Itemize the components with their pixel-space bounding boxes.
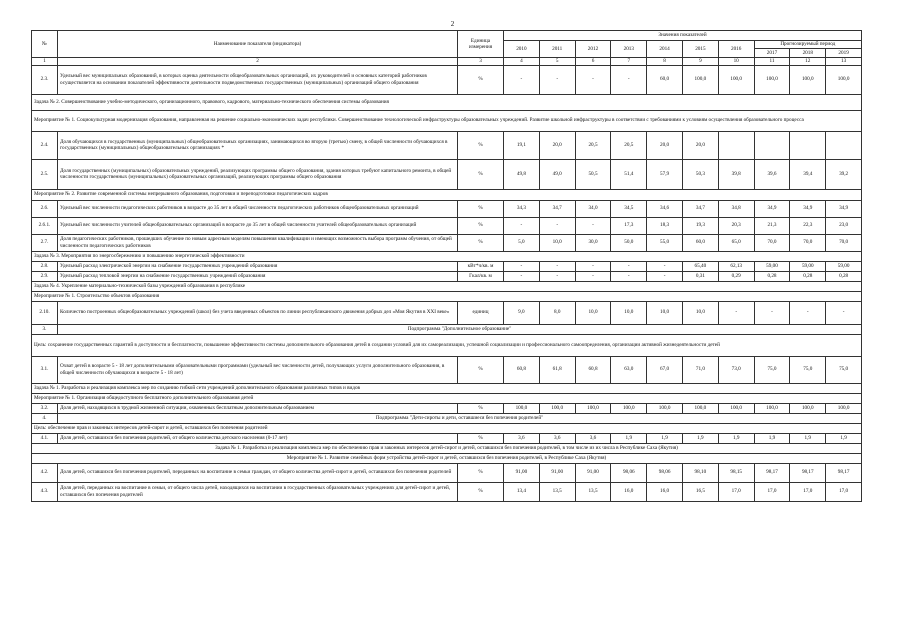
indicator-row bbox=[32, 261, 862, 271]
row-number: 3.1. bbox=[32, 356, 58, 383]
value-cell: - bbox=[647, 261, 683, 271]
value-cell: 19,1 bbox=[504, 131, 540, 159]
value-cell: 75,0 bbox=[754, 356, 790, 383]
row-number: 4.2. bbox=[32, 463, 58, 482]
value-cell: - bbox=[575, 65, 611, 94]
value-cell: 1,9 bbox=[826, 433, 862, 443]
value-cell: - bbox=[504, 65, 540, 94]
value-cell: 0,28 bbox=[790, 271, 826, 281]
value-cell: 10,0 bbox=[539, 234, 575, 251]
value-cell: 98,06 bbox=[647, 463, 683, 482]
value-cell: - bbox=[611, 271, 647, 281]
subprogram-title: Подпрограмма "Дети-сироты и дети, оставшиеся без попечения родителей" bbox=[58, 413, 862, 423]
value-cell: 1,9 bbox=[790, 433, 826, 443]
value-cell: 57,9 bbox=[647, 159, 683, 189]
value-cell: 17,3 bbox=[611, 217, 647, 234]
value-cell: 34,9 bbox=[826, 200, 862, 217]
column-number: 10 bbox=[718, 58, 754, 66]
indicator-row bbox=[32, 65, 862, 94]
value-cell: - bbox=[539, 271, 575, 281]
column-number: 1 bbox=[32, 58, 58, 66]
value-cell: 65,40 bbox=[682, 261, 718, 271]
task-row bbox=[32, 453, 862, 463]
indicator-name: Охват детей в возрасте 5 - 18 лет дополнительными образовательными программами (удельный вес численности детей, получающих услуги дополнительного образования, в общей численности обучающихся в возрасте 5 - 18 лет) bbox=[58, 356, 458, 383]
indicator-row bbox=[32, 403, 862, 413]
value-cell: 17,0 bbox=[826, 482, 862, 501]
value-cell: - bbox=[790, 301, 826, 324]
header-forecast-year: 2018 bbox=[790, 49, 826, 58]
task-row bbox=[32, 94, 862, 110]
unit-cell: % bbox=[458, 131, 504, 159]
value-cell: 100,0 bbox=[504, 403, 540, 413]
unit-cell: % bbox=[458, 463, 504, 482]
header-year: 2015 bbox=[682, 41, 718, 58]
indicator-row bbox=[32, 301, 862, 324]
value-cell: 100,0 bbox=[682, 65, 718, 94]
value-cell: 51,4 bbox=[611, 159, 647, 189]
value-cell: 0,29 bbox=[718, 271, 754, 281]
row-number: 2.5. bbox=[32, 159, 58, 189]
value-cell: 100,0 bbox=[647, 403, 683, 413]
value-cell: 20,5 bbox=[611, 131, 647, 159]
row-number: 2.3. bbox=[32, 65, 58, 94]
task-text: Задача № 1. Разработка и реализация комплекса мер по обеспечению прав и законных интересов детей-сирот и детей, оставшихся без попечения родителей, в том числе из их числа в Республике Саха (Якутия) bbox=[32, 443, 862, 453]
value-cell: 100,0 bbox=[611, 403, 647, 413]
row-number: 4. bbox=[32, 413, 58, 423]
value-cell: 21,3 bbox=[754, 217, 790, 234]
value-cell bbox=[790, 131, 826, 159]
value-cell: 98,17 bbox=[790, 463, 826, 482]
indicator-row bbox=[32, 433, 862, 443]
row-number: 2.6. bbox=[32, 200, 58, 217]
unit-cell: кВт*ч/кв. м bbox=[458, 261, 504, 271]
value-cell: 55,0 bbox=[647, 234, 683, 251]
value-cell: 34,7 bbox=[539, 200, 575, 217]
unit-cell: % bbox=[458, 403, 504, 413]
column-numbers-row bbox=[32, 58, 862, 66]
header-year: 2016 bbox=[718, 41, 754, 58]
row-number: 2.6.1. bbox=[32, 217, 58, 234]
value-cell: 100,0 bbox=[575, 403, 611, 413]
value-cell: 100,0 bbox=[826, 403, 862, 413]
header-name: Наименование показателя (индикатора) bbox=[58, 31, 458, 58]
value-cell: - bbox=[826, 301, 862, 324]
column-number: 5 bbox=[539, 58, 575, 66]
task-text: Мероприятие № 1. Организация общедоступного бесплатного дополнительного образования детей bbox=[32, 393, 862, 403]
value-cell: - bbox=[647, 271, 683, 281]
value-cell: 13,5 bbox=[575, 482, 611, 501]
header-forecast: Прогнозируемый период bbox=[754, 41, 861, 49]
value-cell: 98,15 bbox=[718, 463, 754, 482]
value-cell: 20,0 bbox=[647, 131, 683, 159]
value-cell: 19,3 bbox=[682, 217, 718, 234]
indicator-name: Доля детей, переданных на воспитание в семьи, от общего числа детей, находящихся на воспитании в государственных образовательных учреждениях для детей-сирот и детей, оставшихся без попечения родителей bbox=[58, 482, 458, 501]
value-cell: 9,0 bbox=[504, 301, 540, 324]
column-number: 11 bbox=[754, 58, 790, 66]
value-cell: 49,8 bbox=[504, 159, 540, 189]
value-cell: 50,3 bbox=[682, 159, 718, 189]
column-number: 13 bbox=[826, 58, 862, 66]
value-cell: 34,8 bbox=[718, 200, 754, 217]
value-cell: 60,8 bbox=[575, 356, 611, 383]
value-cell: 13,5 bbox=[539, 482, 575, 501]
indicator-row bbox=[32, 463, 862, 482]
value-cell: 10,0 bbox=[647, 301, 683, 324]
value-cell: 34,6 bbox=[647, 200, 683, 217]
task-text: Мероприятие № 2. Развитие современной системы непрерывного образования, подготовки и переподготовки педагогических кадров bbox=[32, 189, 862, 200]
value-cell: 50,0 bbox=[611, 234, 647, 251]
task-text: Мероприятие № 1. Развитие семейных форм устройства детей-сирот и детей, оставшихся без попечения родителей, в Республике Саха (Якутия) bbox=[32, 453, 862, 463]
task-text: Задача № 3. Мероприятия по энергосбережению и повышению энергетической эффективности bbox=[32, 251, 862, 261]
value-cell: 22,3 bbox=[790, 217, 826, 234]
value-cell: 60,0 bbox=[682, 234, 718, 251]
task-text: Задача № 4. Укрепление материально-технической базы учреждений образования в республике bbox=[32, 281, 862, 291]
task-row bbox=[32, 423, 862, 433]
value-cell: 49,0 bbox=[539, 159, 575, 189]
value-cell: 5,0 bbox=[504, 234, 540, 251]
value-cell: 30,0 bbox=[575, 234, 611, 251]
value-cell: 60,8 bbox=[504, 356, 540, 383]
header-year: 2014 bbox=[647, 41, 683, 58]
value-cell: 34,3 bbox=[504, 200, 540, 217]
row-number: 3.2. bbox=[32, 403, 58, 413]
row-number: 2.9. bbox=[32, 271, 58, 281]
task-text: Задача № 1. Разработка и реализация комплекса мер по созданию гибкой сети учреждений дополнительного образования различных типов и видов bbox=[32, 383, 862, 393]
header-forecast-year: 2019 bbox=[826, 49, 862, 58]
unit-cell: % bbox=[458, 482, 504, 501]
value-cell: - bbox=[575, 217, 611, 234]
value-cell: 98,10 bbox=[682, 463, 718, 482]
value-cell: - bbox=[539, 261, 575, 271]
indicator-row bbox=[32, 356, 862, 383]
value-cell: 100,0 bbox=[790, 403, 826, 413]
task-row bbox=[32, 383, 862, 393]
indicator-name: Доля обучающихся в государственных (муниципальных) общеобразовательных организациях, занимающихся во вторую (третью) смену, в общей численности обучающихся в государственных (муниципальных) общеобразовательных организациях * bbox=[58, 131, 458, 159]
column-number: 4 bbox=[504, 58, 540, 66]
value-cell: - bbox=[611, 261, 647, 271]
value-cell: 16,0 bbox=[611, 482, 647, 501]
value-cell: 13,4 bbox=[504, 482, 540, 501]
indicator-row bbox=[32, 271, 862, 281]
value-cell: - bbox=[611, 65, 647, 94]
unit-cell: % bbox=[458, 217, 504, 234]
indicator-name: Доля детей, оставшихся без попечения родителей, переданных на воспитание в семьи граждан, от общего количества детей-сирот и детей, оставшихся без попечения родителей bbox=[58, 463, 458, 482]
row-number: 3. bbox=[32, 324, 58, 334]
value-cell: 20,3 bbox=[718, 217, 754, 234]
value-cell: 63,0 bbox=[611, 356, 647, 383]
indicator-name: Доля детей, находящихся в трудной жизненной ситуации, охваченных бесплатным дополнительным образованием bbox=[58, 403, 458, 413]
value-cell: 34,9 bbox=[754, 200, 790, 217]
task-row bbox=[32, 189, 862, 200]
value-cell: 39,4 bbox=[790, 159, 826, 189]
indicator-row bbox=[32, 159, 862, 189]
value-cell: 17,0 bbox=[754, 482, 790, 501]
value-cell: 0,28 bbox=[826, 271, 862, 281]
value-cell: 75,0 bbox=[826, 356, 862, 383]
task-text: Цель: обеспечение прав и законных интересов детей-сирот и детей, оставшихся без попечения родителей bbox=[32, 423, 862, 433]
value-cell: 1,9 bbox=[718, 433, 754, 443]
indicators-table bbox=[31, 30, 862, 502]
indicator-name: Удельный вес численности учителей общеобразовательных организаций в возрасте до 35 лет в общей численности учителей общеобразовательных организаций bbox=[58, 217, 458, 234]
row-number: 2.4. bbox=[32, 131, 58, 159]
value-cell: 20,0 bbox=[682, 131, 718, 159]
value-cell: 3,6 bbox=[575, 433, 611, 443]
indicator-name: Удельный вес муниципальных образований, в которых оценка деятельности общеобразовательных организаций, их руководителей и основных категорий работников осуществляется на основании показателей эффективности деятельности подведомственных государственных (муниципальных) организаций общего образования bbox=[58, 65, 458, 94]
row-number: 2.10. bbox=[32, 301, 58, 324]
value-cell: 0,28 bbox=[754, 271, 790, 281]
header-year: 2013 bbox=[611, 41, 647, 58]
value-cell: 0,31 bbox=[682, 271, 718, 281]
column-number: 6 bbox=[575, 58, 611, 66]
task-text: Цель: сохранение государственных гарантий в доступности и бесплатности, повышение эффективности системы дополнительного образования детей в создании условий для их самореализации, успешной социализации и профессионального самоопределения, организации активной жизнедеятельности детей bbox=[32, 334, 862, 356]
unit-cell: % bbox=[458, 65, 504, 94]
value-cell: 20,5 bbox=[575, 131, 611, 159]
header-year: 2010 bbox=[504, 41, 540, 58]
value-cell: 1,9 bbox=[647, 433, 683, 443]
value-cell: - bbox=[754, 301, 790, 324]
unit-cell: Гкал/кв. м bbox=[458, 271, 504, 281]
value-cell: 3,6 bbox=[504, 433, 540, 443]
value-cell: 65,0 bbox=[718, 234, 754, 251]
value-cell bbox=[754, 131, 790, 159]
header-year: 2011 bbox=[539, 41, 575, 58]
column-number: 12 bbox=[790, 58, 826, 66]
column-number: 8 bbox=[647, 58, 683, 66]
column-number: 3 bbox=[458, 58, 504, 66]
task-text: Мероприятие № 1. Социокультурная модернизация образования, направленная на решение социально-экономических задач республики. Совершенствование технологической инфраструктуры образовательных учреждений. Развитие школьной инфраструктуры в соответствии с требованиями к условиям осуществления образовательного процесса bbox=[32, 110, 862, 131]
value-cell: 34,5 bbox=[611, 200, 647, 217]
task-row bbox=[32, 291, 862, 301]
row-number: 4.3. bbox=[32, 482, 58, 501]
value-cell: 70,0 bbox=[754, 234, 790, 251]
value-cell: 60,0 bbox=[647, 65, 683, 94]
value-cell: - bbox=[718, 301, 754, 324]
value-cell: 34,0 bbox=[575, 200, 611, 217]
value-cell: 1,9 bbox=[682, 433, 718, 443]
value-cell: 100,0 bbox=[539, 403, 575, 413]
indicator-name: Доля государственных (муниципальных) образовательных учреждений, реализующих программы общего образования, здания которых требуют капитального ремонта, в общей численности государственных (муниципальных) образовательных организаций, реализующих программы общего образования bbox=[58, 159, 458, 189]
value-cell: 50,5 bbox=[575, 159, 611, 189]
value-cell: 17,0 bbox=[790, 482, 826, 501]
value-cell: 10,0 bbox=[611, 301, 647, 324]
value-cell: - bbox=[504, 271, 540, 281]
column-number: 2 bbox=[58, 58, 458, 66]
column-number: 9 bbox=[682, 58, 718, 66]
value-cell: - bbox=[504, 217, 540, 234]
task-text: Задача № 2. Совершенствование учебно-методического, организационного, правового, кадрового, материально-технического обеспечения системы образования bbox=[32, 94, 862, 110]
indicator-name: Удельный вес численности педагогических работников в возрасте до 35 лет в общей численности педагогических работников общеобразовательных организаций bbox=[58, 200, 458, 217]
value-cell: - bbox=[504, 261, 540, 271]
value-cell: 59,00 bbox=[754, 261, 790, 271]
value-cell: 39,2 bbox=[826, 159, 862, 189]
value-cell: 91,00 bbox=[575, 463, 611, 482]
value-cell: 23,0 bbox=[826, 217, 862, 234]
value-cell: 34,9 bbox=[790, 200, 826, 217]
task-row bbox=[32, 443, 862, 453]
value-cell: 16,5 bbox=[682, 482, 718, 501]
column-number: 7 bbox=[611, 58, 647, 66]
value-cell: 71,0 bbox=[682, 356, 718, 383]
value-cell: 17,0 bbox=[718, 482, 754, 501]
value-cell: - bbox=[575, 261, 611, 271]
unit-cell: % bbox=[458, 356, 504, 383]
value-cell: 75,0 bbox=[790, 356, 826, 383]
row-number: 4.1. bbox=[32, 433, 58, 443]
value-cell: 10,0 bbox=[575, 301, 611, 324]
subprogram-row bbox=[32, 324, 862, 334]
indicator-row bbox=[32, 200, 862, 217]
unit-cell: % bbox=[458, 200, 504, 217]
header-unit: Единица измерения bbox=[458, 31, 504, 58]
value-cell: 100,0 bbox=[754, 403, 790, 413]
value-cell: - bbox=[575, 271, 611, 281]
indicator-name: Доля педагогических работников, прошедших обучение по новым адресным моделям повышения квалификации и имеющих возможность выбора программ обучения, от общей численности педагогических работников bbox=[58, 234, 458, 251]
value-cell: 59,00 bbox=[826, 261, 862, 271]
unit-cell: % bbox=[458, 433, 504, 443]
value-cell: 100,0 bbox=[682, 403, 718, 413]
task-row bbox=[32, 110, 862, 131]
header-forecast-year: 2017 bbox=[754, 49, 790, 58]
unit-cell: % bbox=[458, 159, 504, 189]
value-cell: 100,0 bbox=[718, 65, 754, 94]
task-row bbox=[32, 281, 862, 291]
value-cell: 98,17 bbox=[826, 463, 862, 482]
value-cell: 100,0 bbox=[790, 65, 826, 94]
table-body bbox=[32, 65, 862, 501]
task-row bbox=[32, 393, 862, 403]
value-cell: 16,0 bbox=[647, 482, 683, 501]
header-year: 2012 bbox=[575, 41, 611, 58]
value-cell: 98,17 bbox=[754, 463, 790, 482]
value-cell: 1,9 bbox=[754, 433, 790, 443]
value-cell: - bbox=[539, 217, 575, 234]
value-cell bbox=[718, 131, 754, 159]
value-cell: 10,0 bbox=[682, 301, 718, 324]
value-cell: 70,0 bbox=[790, 234, 826, 251]
value-cell: 62,13 bbox=[718, 261, 754, 271]
value-cell: 100,0 bbox=[826, 65, 862, 94]
indicator-name: Доля детей, оставшихся без попечения родителей, от общего количества детского населения (0-17 лет) bbox=[58, 433, 458, 443]
task-row bbox=[32, 251, 862, 261]
task-row bbox=[32, 334, 862, 356]
value-cell: 34,7 bbox=[682, 200, 718, 217]
subprogram-row bbox=[32, 413, 862, 423]
value-cell: 39,6 bbox=[754, 159, 790, 189]
value-cell: 98,06 bbox=[611, 463, 647, 482]
row-number: 2.8. bbox=[32, 261, 58, 271]
task-text: Мероприятие № 1. Строительство объектов образования bbox=[32, 291, 862, 301]
page-number: 2 bbox=[450, 20, 455, 28]
subprogram-title: Подпрограмма "Дополнительное образование" bbox=[58, 324, 862, 334]
value-cell: 1,9 bbox=[611, 433, 647, 443]
value-cell bbox=[826, 131, 862, 159]
indicator-name: Количество построенных общеобразовательных учреждений (школ) без учета введенных объектов по линии республиканского движения добрых дел «Моя Якутия в XXI веке» bbox=[58, 301, 458, 324]
header-no: № bbox=[32, 31, 58, 58]
unit-cell: единиц bbox=[458, 301, 504, 324]
indicator-name: Удельный расход электрической энергии на снабжение государственных учреждений образования bbox=[58, 261, 458, 271]
value-cell: - bbox=[539, 65, 575, 94]
indicator-row bbox=[32, 131, 862, 159]
unit-cell: % bbox=[458, 234, 504, 251]
value-cell: 20,0 bbox=[539, 131, 575, 159]
indicator-row bbox=[32, 482, 862, 501]
table-header bbox=[32, 31, 862, 66]
row-number: 2.7. bbox=[32, 234, 58, 251]
value-cell: 67,0 bbox=[647, 356, 683, 383]
value-cell: 18,3 bbox=[647, 217, 683, 234]
value-cell: 91,00 bbox=[539, 463, 575, 482]
header-values: Значения показателей bbox=[504, 31, 862, 41]
indicator-row bbox=[32, 234, 862, 251]
indicator-row bbox=[32, 217, 862, 234]
value-cell: 100,0 bbox=[754, 65, 790, 94]
value-cell: 100,0 bbox=[718, 403, 754, 413]
value-cell: 8,0 bbox=[539, 301, 575, 324]
value-cell: 61,8 bbox=[539, 356, 575, 383]
value-cell: 39,8 bbox=[718, 159, 754, 189]
value-cell: 59,00 bbox=[790, 261, 826, 271]
value-cell: 91,00 bbox=[504, 463, 540, 482]
value-cell: 73,0 bbox=[718, 356, 754, 383]
value-cell: 70,0 bbox=[826, 234, 862, 251]
value-cell: 3,6 bbox=[539, 433, 575, 443]
indicator-name: Удельный расход тепловой энергии на снабжение государственных учреждений образования bbox=[58, 271, 458, 281]
